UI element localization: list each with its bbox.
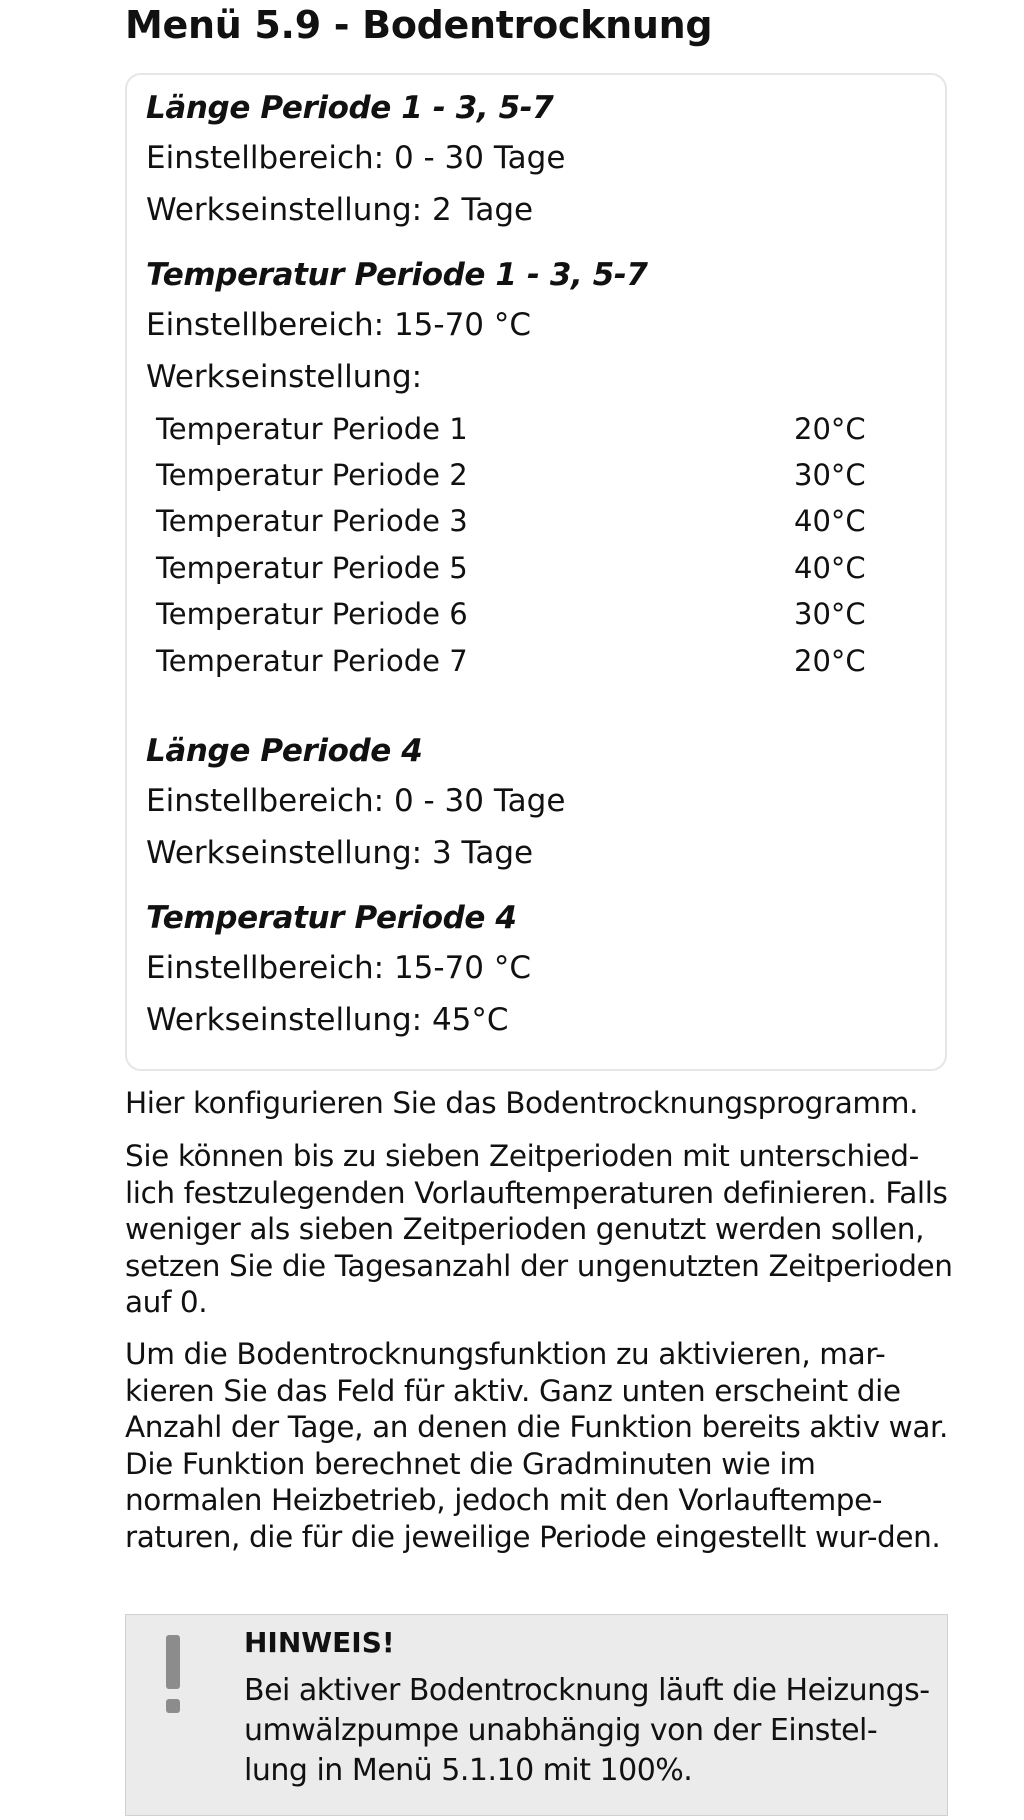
length-1-3-5-7-default: Werkseinstellung: 2 Tage xyxy=(146,192,534,228)
temp-row-value: 20°C xyxy=(794,644,866,678)
temp-row-value: 30°C xyxy=(794,458,866,492)
periods-paragraph: Sie können bis zu sieben Zeitperioden mit unterschied-lich festzulegenden Vorlauftemperaturen definieren. Falls weniger als sieben Zeitperioden genutzt werden sollen, setzen Sie die Tagesanzahl der ungenutzten Zeitperioden auf 0. xyxy=(125,1139,953,1319)
length-1-3-5-7-range: Einstellbereich: 0 - 30 Tage xyxy=(146,140,566,176)
temp-row-name: Temperatur Periode 2 xyxy=(156,458,468,492)
page-title: Menü 5.9 - Bodentrocknung xyxy=(125,3,713,47)
temp-row xyxy=(156,409,866,449)
temp-row xyxy=(156,455,866,495)
temp-row-name: Temperatur Periode 5 xyxy=(156,551,468,585)
length-1-3-5-7-heading: Länge Periode 1 - 3, 5-7 xyxy=(146,90,554,126)
temp-4-default: Werkseinstellung: 45°C xyxy=(146,1002,509,1038)
temp-row-value: 40°C xyxy=(794,504,866,538)
temp-1-3-5-7-default-label: Werkseinstellung: xyxy=(146,359,423,395)
temp-row xyxy=(156,594,866,634)
temp-4-heading: Temperatur Periode 4 xyxy=(146,900,517,936)
length-4-range: Einstellbereich: 0 - 30 Tage xyxy=(146,783,566,819)
temp-row-value: 30°C xyxy=(794,597,866,631)
temp-row-name: Temperatur Periode 3 xyxy=(156,504,468,538)
temp-4-range: Einstellbereich: 15-70 °C xyxy=(146,950,532,986)
note-title: HINWEIS! xyxy=(244,1626,395,1659)
temp-1-3-5-7-range: Einstellbereich: 15-70 °C xyxy=(146,307,532,343)
temp-row-name: Temperatur Periode 1 xyxy=(156,412,468,446)
temp-row xyxy=(156,641,866,681)
temp-row xyxy=(156,548,866,588)
temp-row-name: Temperatur Periode 7 xyxy=(156,644,468,678)
exclamation-icon xyxy=(164,1635,182,1715)
temp-row-value: 40°C xyxy=(794,551,866,585)
temp-row-name: Temperatur Periode 6 xyxy=(156,597,468,631)
length-4-default: Werkseinstellung: 3 Tage xyxy=(146,835,534,871)
activation-paragraph: Um die Bodentrocknungsfunktion zu aktivieren, mar-kieren Sie das Feld für aktiv. Ganz unten erscheint die Anzahl der Tage, an denen die Funktion bereits aktiv war. Die Funktion berechnet die Gradminuten wie im normalen Heizbetrieb, jedoch mit den Vorlauftempe-raturen, die für die jeweilige Periode eingestellt wur-den. xyxy=(125,1337,949,1554)
temp-row-value: 20°C xyxy=(794,412,866,446)
temp-row xyxy=(156,501,866,541)
intro-paragraph: Hier konfigurieren Sie das Bodentrocknungsprogramm. xyxy=(125,1086,919,1120)
length-4-heading: Länge Periode 4 xyxy=(146,733,423,769)
temp-1-3-5-7-heading: Temperatur Periode 1 - 3, 5-7 xyxy=(146,257,648,293)
note-box xyxy=(125,1614,948,1816)
note-text: Bei aktiver Bodentrocknung läuft die Heizungs-umwälzpumpe unabhängig von der Einstel-lung in Menü 5.1.10 mit 100%. xyxy=(244,1673,930,1788)
